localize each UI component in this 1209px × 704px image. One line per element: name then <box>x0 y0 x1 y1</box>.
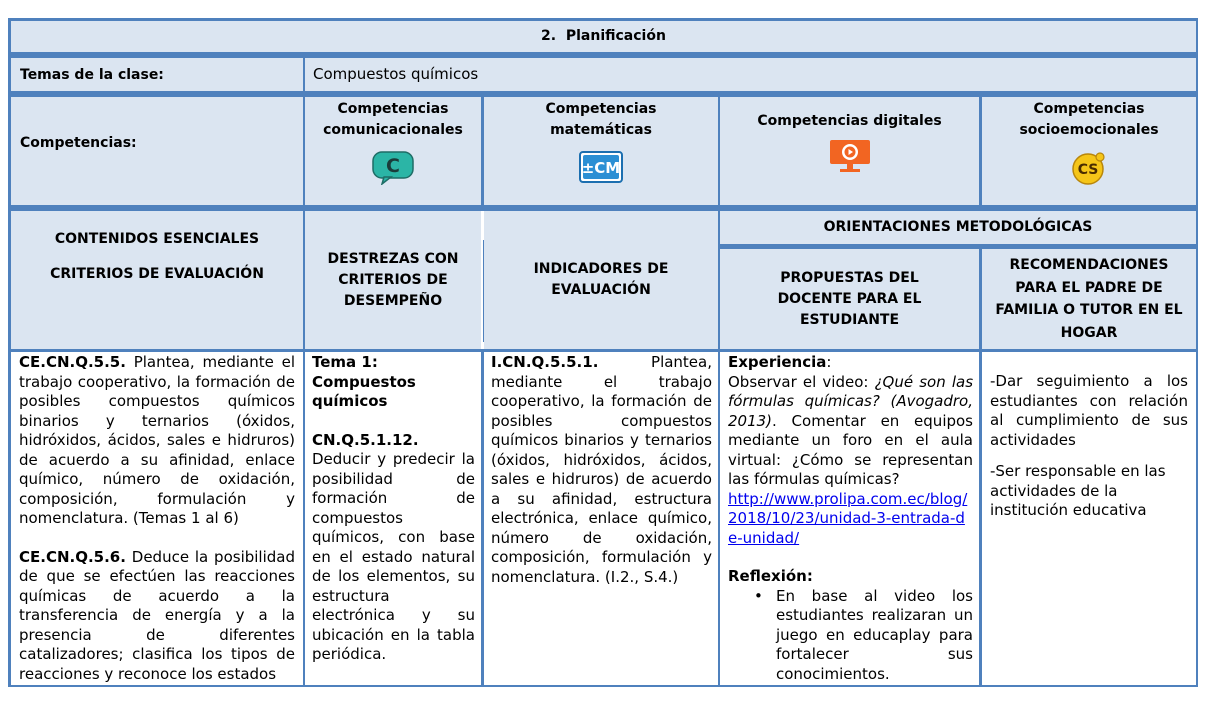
criterio-code-1: CE.CN.Q.5.5. <box>19 353 126 371</box>
header-contenidos <box>11 211 303 349</box>
grid-line <box>979 97 982 211</box>
grid-line <box>8 52 1197 58</box>
speech-bubble-c-icon <box>372 151 414 185</box>
prolipa-link[interactable]: http://www.prolipa.com.ec/blog/2018/10/23/unidad-3-entrada-de-unidad/ <box>728 489 968 547</box>
header-criterios-evaluacion: CRITERIOS DE EVALUACIÓN <box>50 266 264 282</box>
recomendacion-1: -Dar seguimiento a los estudiantes con relación al cumplimiento de sus actividades <box>990 372 1188 449</box>
grid-line <box>481 97 484 211</box>
cm-math-icon <box>579 151 623 183</box>
competencia-socioemocional-title: Competencias socioemocionales <box>1019 101 1159 138</box>
competencia-comunicacional-title: Competencias comunicacionales <box>323 101 463 138</box>
criterio-text-1: Plantea, mediante el trabajo cooperativo, la formación de posibles compuestos químicos binarios y ternarios (óxidos, hidróxidos, ácidos, sales e hidruros) de acuerdo a su afinidad, enlace químico, número de oxidación, composición, formulación y nomenclatura. (Temas 1 al 6) <box>19 353 295 527</box>
propuestas-content: Experiencia: Observar el video: ¿Qué son las fórmulas químicas? (Avogadro, 2013). Comentar en equipos mediante un foro en el aula virtual: ¿Cómo se representan las fórmulas químicas? http://www.prolipa.com.ec/blog/2018/10/23/unidad-3-entrada-de-unidad/ Reflexión: • En base al video los estudiantes realizaran un juego en educaplay para fortalecer sus conocimientos. <box>720 352 979 685</box>
socioemocional-icon-text: CS <box>1077 162 1099 178</box>
grid-line <box>483 240 484 342</box>
indicador-text: Plantea, mediante el trabajo cooperativo, la formación de posibles compuestos químicos binarios y ternarios (óxidos, hidróxidos, ácidos, sales e hidruros) de acuerdo a su afinidad, estructura electrónica, enlace químico, número de oxidación, composición, formulación y nomenclatura. (I.2., S.4.) <box>491 353 712 586</box>
competencia-comunicacional <box>305 97 481 205</box>
grid-line <box>481 349 484 687</box>
grid-line <box>8 685 1197 687</box>
grid-line <box>8 18 11 687</box>
competencia-digital <box>720 97 979 205</box>
temas-value: Compuestos químicos <box>305 58 1196 91</box>
recomendaciones-content <box>982 352 1196 685</box>
monitor-play-icon <box>828 139 872 173</box>
comunicacional-icon-text: C <box>386 155 400 177</box>
competencia-matematica <box>484 97 718 205</box>
competencia-digital-title: Competencias digitales <box>757 113 942 129</box>
destrezas-content <box>305 352 481 685</box>
grid-line <box>979 249 982 687</box>
header-propuestas: PROPUESTAS DEL DOCENTE PARA EL ESTUDIANTE <box>720 249 979 349</box>
competencias-label: Competencias: <box>11 97 303 205</box>
grid-line <box>720 244 1197 249</box>
cs-badge-icon <box>1070 151 1108 185</box>
section-title <box>11 21 1196 52</box>
reflexion-bullet: • En base al video los estudiantes realizaran un juego en educaplay para fortalecer sus conocimientos. <box>776 587 973 685</box>
grid-line <box>8 91 1197 97</box>
header-indicadores: INDICADORES DE EVALUACIÓN <box>484 211 718 349</box>
video-title: ¿Qué son las fórmulas químicas? (Avogadro, 2013) <box>728 372 974 430</box>
indicador-code: I.CN.Q.5.5.1. <box>491 353 599 371</box>
header-contenidos-esenciales: CONTENIDOS ESENCIALES <box>54 231 260 247</box>
indicadores-content <box>484 352 718 685</box>
grid-line <box>8 349 1197 352</box>
criterio-code-2: CE.CN.Q.5.6. <box>19 547 126 566</box>
propuesta-text-a: Observar el video: <box>728 372 875 391</box>
header-recomendaciones: RECOMENDACIONES PARA EL PADRE DE FAMILIA O TUTOR EN EL HOGAR <box>982 249 1196 349</box>
section-label: Planificación <box>565 28 666 44</box>
temas-label: Temas de la clase: <box>11 58 303 91</box>
destreza-text: Deducir y predecir la posibilidad de formación de compuestos químicos, con base en el estado natural de los elementos, su estructura electrónica y su ubicación en la tabla periódica. <box>312 450 475 663</box>
matematica-icon-text: ±CM <box>581 159 621 177</box>
section-number: 2. <box>541 28 557 44</box>
experiencia-label: Experiencia <box>728 353 827 371</box>
reflexion-label: Reflexión: <box>728 567 813 585</box>
competencia-matematica-title: Competencias matemáticas <box>545 101 657 138</box>
criterios-content <box>11 352 303 685</box>
destreza-code: CN.Q.5.1.12. <box>312 430 419 449</box>
propuesta-text-b: . Comentar en equipos mediante un foro en el aula virtual: ¿Cómo se representan las fórmulas químicas? <box>728 411 973 488</box>
grid-line <box>8 18 1197 21</box>
grid-line <box>1196 18 1198 687</box>
grid-line <box>8 205 1197 211</box>
grid-line <box>718 97 720 687</box>
grid-line <box>303 52 305 687</box>
recomendacion-2: -Ser responsable en las actividades de la institución educativa <box>990 462 1166 519</box>
destreza-tema: Tema 1: Compuestos químicos <box>312 353 416 410</box>
competencia-socioemocional <box>982 97 1196 205</box>
header-destrezas: DESTREZAS CON CRITERIOS DE DESEMPEÑO <box>305 211 481 349</box>
header-orientaciones: ORIENTACIONES METODOLÓGICAS <box>720 211 1196 244</box>
criterio-text-2: Deduce la posibilidad de que se efectúen las reacciones químicas de acuerdo a la transferencia de energía y a la presencia de diferentes catalizadores; clasifica los tipos de reacciones y reconoce los estados <box>19 547 295 683</box>
